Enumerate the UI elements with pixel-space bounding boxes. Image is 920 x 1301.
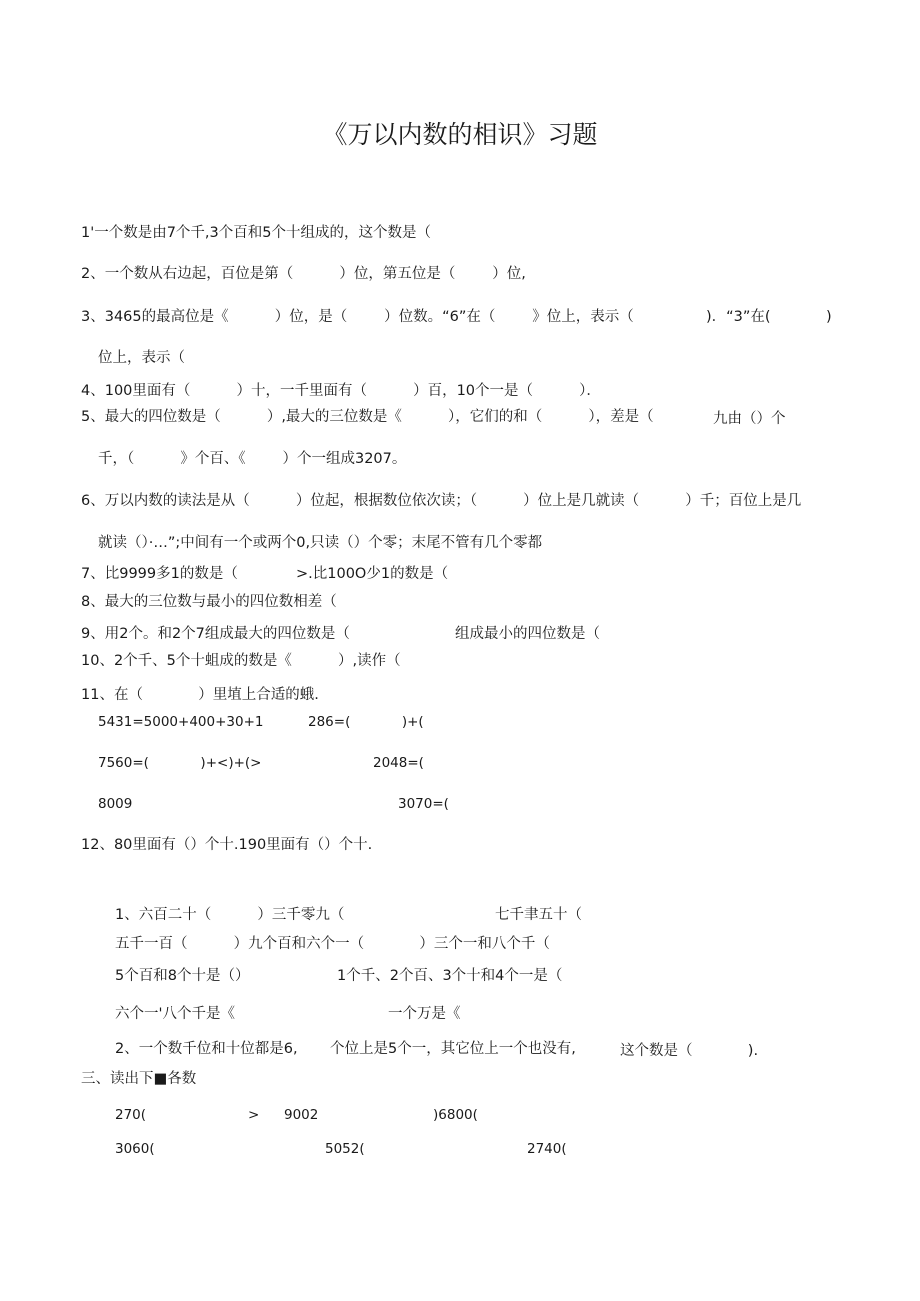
section-3-item: 270( — [115, 1107, 147, 1123]
q11-item: 5431=5000+400+30+1 — [98, 714, 264, 730]
question-9-part-2: 组成最小的四位数是（ — [455, 626, 600, 642]
question-5-line-1: 5、最大的四位数是（ ）,最大的三位数是《 ），它们的和（ ），差是（ — [81, 409, 654, 425]
question-3-line-1-part-3: ) — [826, 309, 832, 325]
q11-item: 7560=( )+<)+(> — [98, 755, 262, 771]
section-3-title: 三、读出下■各数 — [81, 1071, 197, 1087]
question-11: 11、在（ ）里埴上合适的蛾. — [81, 687, 319, 703]
section-2-line: 七千聿五十（ — [495, 907, 582, 923]
section-2-line: 这个数是（ ). — [620, 1043, 759, 1059]
section-2-line: 六个一'八个千是《 — [115, 1006, 235, 1022]
question-7-part-2: >.比100O少1的数是（ — [296, 566, 449, 582]
question-4: 4、100里面有（ ）十，一千里面有（ ）百，10个一是（ ）． — [81, 383, 601, 399]
question-7: 7、比9999多1的数是（ — [81, 566, 238, 582]
question-1: 1'一个数是由7个千,3个百和5个十组成的，这个数是（ — [81, 225, 431, 241]
question-5-line-1-part-2: 九由（）个 — [713, 411, 786, 427]
q11-item: 286=( )+( — [308, 714, 424, 730]
section-3-item: 3060( — [115, 1141, 155, 1157]
q11-item: 8009 — [98, 796, 133, 812]
question-3-line-1: 3、3465的最高位是《 ）位，是（ ）位数。“6”在（ 》位上，表示（ — [81, 309, 634, 325]
section-2-line: 一个万是《 — [388, 1006, 461, 1022]
q11-item: 2048=( — [373, 755, 424, 771]
section-2-line: 1、六百二十（ ）三千零九（ — [115, 907, 345, 923]
question-5-line-2: 千，（ 》个百、《 ）个一组成3207。 — [98, 451, 407, 467]
question-12: 12、80里面有（）个十.190里面有（）个十. — [81, 837, 373, 853]
section-2-line: 5个百和8个十是（） — [115, 968, 250, 984]
question-6-line-2: 就读（）·…”;中间有一个或两个0,只读（）个零；末尾不管有几个零都 — [98, 535, 543, 551]
section-2-line: 2、一个数千位和十位都是6, — [115, 1041, 298, 1057]
q11-item: 3070=( — [398, 796, 449, 812]
section-2-line: 个位上是5个一，其它位上一个也没有, — [330, 1041, 576, 1057]
question-3-line-2: 位上，表示（ — [98, 350, 185, 366]
section-3-item: > — [248, 1107, 260, 1123]
section-3-item: )6800( — [433, 1107, 478, 1123]
document-title: 《万以内数的相识》习题 — [322, 120, 598, 149]
section-2-line: 1个千、2个百、3个十和4个一是（ — [337, 968, 563, 984]
question-9: 9、用2个。和2个7组成最大的四位数是（ — [81, 626, 350, 642]
question-10: 10、2个千、5个十蛆成的数是《 ）,读作（ — [81, 653, 401, 669]
question-6-line-1: 6、万以内数的读法是从（ ）位起，根据数位依次读；（ ）位上是几就读（ ）千；百位上是几 — [81, 493, 802, 509]
section-3-item: 5052( — [325, 1141, 365, 1157]
section-3-item: 2740( — [527, 1141, 567, 1157]
section-3-item: 9002 — [284, 1107, 319, 1123]
question-8: 8、最大的三位数与最小的四位数相差（ — [81, 594, 337, 610]
section-2-line: 五千一百（ ）九个百和六个一（ ）三个一和八个千（ — [115, 936, 550, 952]
question-2: 2、一个数从右边起，百位是第（ ）位，第五位是（ ）位, — [81, 266, 526, 282]
question-3-line-1-part-2: )．“3”在( — [706, 309, 771, 325]
